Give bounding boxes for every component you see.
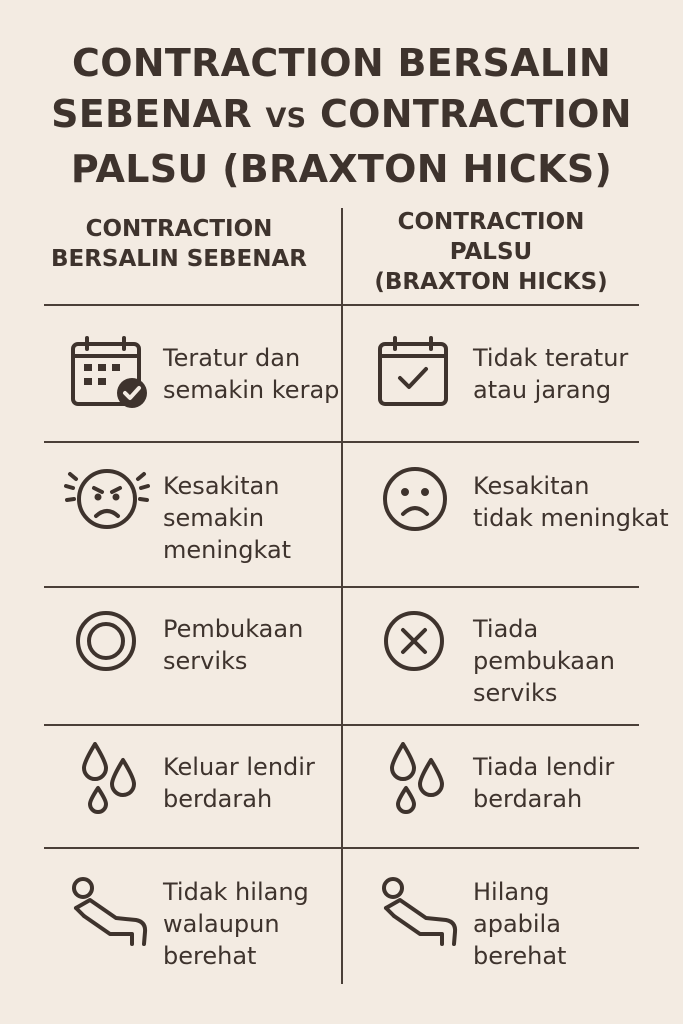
column-divider bbox=[341, 208, 343, 984]
text-line: pembukaan bbox=[473, 647, 615, 675]
row-3-right-text bbox=[473, 613, 653, 709]
column-header-right bbox=[343, 207, 639, 297]
calendar-check-icon bbox=[378, 336, 450, 408]
sad-face-pain-icon bbox=[64, 464, 150, 534]
title-line-2a: SEBENAR bbox=[51, 92, 252, 136]
row-2-left-text bbox=[163, 470, 343, 566]
text-line: tidak meningkat bbox=[473, 504, 669, 532]
column-header-left-line-1: CONTRACTION bbox=[85, 216, 273, 242]
text-line: semakin kerap bbox=[163, 376, 340, 404]
sad-face-icon bbox=[382, 466, 448, 532]
title-line-2b: CONTRACTION bbox=[319, 92, 632, 136]
droplets-icon bbox=[82, 742, 136, 814]
row-divider bbox=[44, 441, 639, 443]
text-line: Kesakitan bbox=[473, 472, 590, 500]
row-divider bbox=[44, 724, 639, 726]
text-line: Tidak teratur bbox=[473, 344, 629, 372]
text-line: semakin bbox=[163, 504, 265, 532]
text-line: serviks bbox=[163, 647, 248, 675]
circle-x-icon bbox=[383, 610, 445, 672]
column-header-right-line-1: CONTRACTION bbox=[397, 209, 585, 235]
droplets-icon bbox=[390, 742, 444, 814]
text-line: walaupun bbox=[163, 910, 280, 938]
text-line: serviks bbox=[473, 679, 558, 707]
text-line: berehat bbox=[473, 942, 567, 970]
column-header-right-line-3: (BRAXTON HICKS) bbox=[374, 269, 608, 295]
row-1-left-text bbox=[163, 342, 343, 406]
row-divider bbox=[44, 847, 639, 849]
row-1-right-text bbox=[473, 342, 653, 406]
text-line: Tidak hilang bbox=[163, 878, 309, 906]
text-line: meningkat bbox=[163, 536, 292, 564]
row-divider bbox=[44, 586, 639, 588]
calendar-check-icon bbox=[70, 336, 150, 410]
text-line: Pembukaan bbox=[163, 615, 304, 643]
row-4-left-text bbox=[163, 751, 343, 815]
text-line: Tiada bbox=[473, 615, 539, 643]
row-2-right-text bbox=[473, 470, 673, 534]
column-header-left-line-2: BERSALIN SEBENAR bbox=[50, 246, 308, 272]
text-line: berdarah bbox=[473, 785, 583, 813]
row-5-right-text bbox=[473, 876, 653, 972]
reclining-person-icon bbox=[380, 876, 460, 948]
text-line: atau jarang bbox=[473, 376, 612, 404]
text-line: Hilang bbox=[473, 878, 550, 906]
title-vs: VS bbox=[265, 103, 307, 134]
row-divider bbox=[44, 304, 639, 306]
double-circle-icon bbox=[75, 610, 137, 672]
page-title bbox=[0, 38, 683, 195]
text-line: Tiada lendir bbox=[473, 753, 615, 781]
text-line: apabila bbox=[473, 910, 561, 938]
row-4-right-text bbox=[473, 751, 653, 815]
column-header-left bbox=[44, 214, 314, 274]
text-line: berdarah bbox=[163, 785, 273, 813]
title-line-1: CONTRACTION BERSALIN bbox=[72, 41, 611, 85]
column-header-right-line-2: PALSU bbox=[449, 239, 533, 265]
reclining-person-icon bbox=[70, 876, 150, 948]
text-line: Keluar lendir bbox=[163, 753, 315, 781]
title-line-2 bbox=[0, 89, 683, 144]
text-line: Kesakitan bbox=[163, 472, 280, 500]
row-3-left-text bbox=[163, 613, 343, 677]
text-line: berehat bbox=[163, 942, 257, 970]
row-5-left-text bbox=[163, 876, 343, 972]
text-line: Teratur dan bbox=[163, 344, 301, 372]
title-line-3: PALSU (BRAXTON HICKS) bbox=[70, 147, 613, 191]
